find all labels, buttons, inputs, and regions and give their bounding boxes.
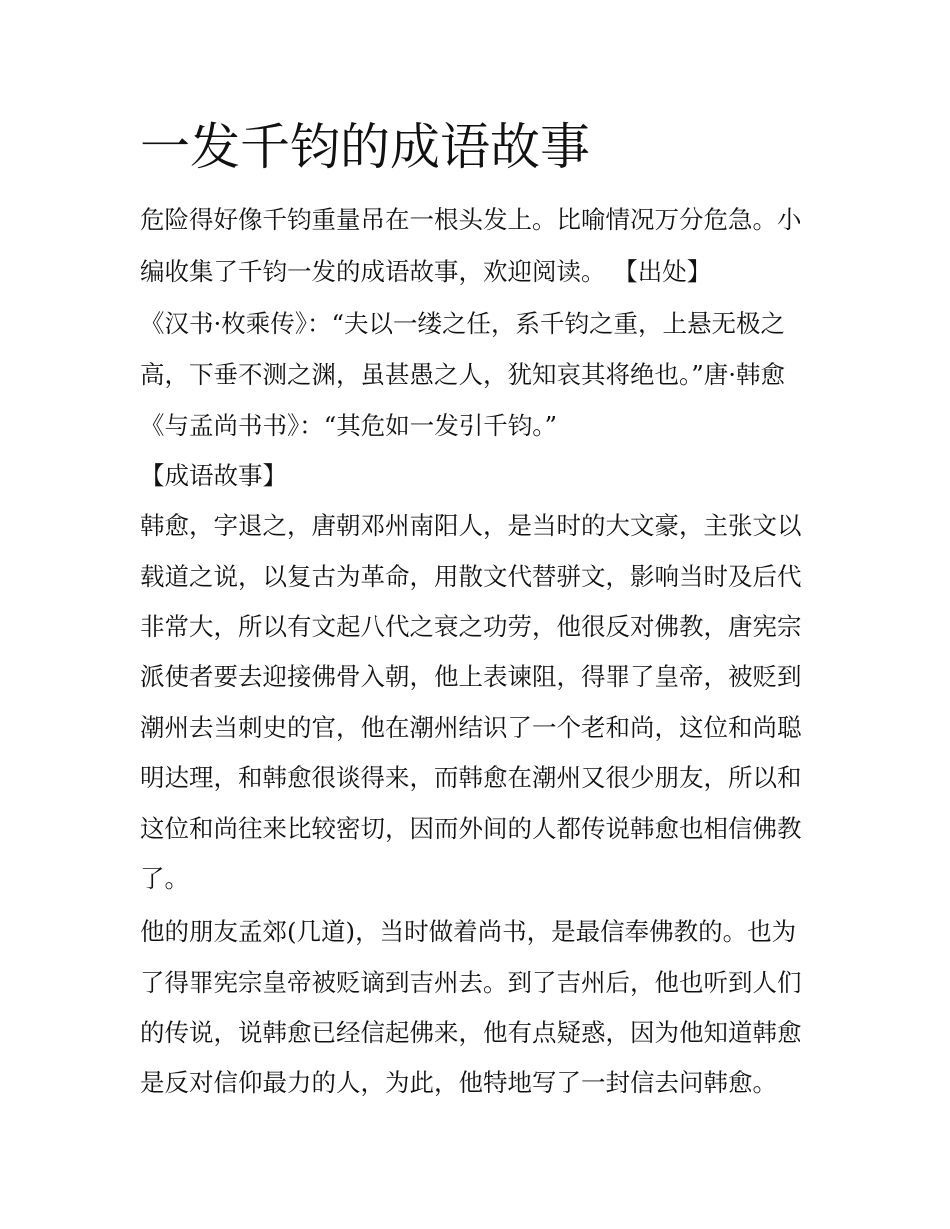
- text-line-15: 他的朋友孟郊(几道)，当时做着尚书，是最信奉佛教的。也为: [140, 917, 797, 946]
- text-line-11: 潮州去当刺史的官，他在潮州结识了一个老和尚，这位和尚聪: [140, 713, 802, 742]
- document-title: 一发千钧的成语故事: [140, 118, 590, 176]
- text-line-8: 载道之说，以复古为革命，用散文代替骈文，影响当时及后代: [140, 562, 802, 591]
- section-heading-story: 【成语故事】: [140, 461, 287, 490]
- text-line-9: 非常大，所以有文起八代之衰之功劳，他很反对佛教，唐宪宗: [140, 612, 802, 641]
- text-line-1: 危险得好像千钧重量吊在一根头发上。比喻情况万分危急。小: [140, 205, 802, 234]
- text-line-16: 了得罪宪宗皇帝被贬谪到吉州去。到了吉州后，他也听到人们: [140, 968, 802, 997]
- text-line-13: 这位和尚往来比较密切，因而外间的人都传说韩愈也相信佛教: [140, 814, 802, 843]
- text-line-4: 高，下垂不测之渊，虽甚愚之人，犹知哀其将绝也。”唐·韩愈: [140, 360, 786, 389]
- text-line-12: 明达理，和韩愈很谈得来，而韩愈在潮州又很少朋友，所以和: [140, 763, 802, 792]
- text-line-18: 是反对信仰最力的人，为此，他特地写了一封信去问韩愈。: [140, 1068, 777, 1097]
- text-line-3: 《汉书·枚乘传》：“夫以一缕之任，系千钧之重，上悬无极之: [140, 309, 786, 338]
- text-line-5: 《与孟尚书书》：“其危如一发引千钧。”: [140, 411, 558, 440]
- text-line-14: 了。: [140, 864, 189, 893]
- text-line-7: 韩愈，字退之，唐朝邓州南阳人，是当时的大文豪，主张文以: [140, 511, 802, 540]
- text-line-2: 编收集了千钧一发的成语故事，欢迎阅读。 【出处】: [140, 257, 712, 286]
- text-line-17: 的传说，说韩愈已经信起佛来，他有点疑惑，因为他知道韩愈: [140, 1018, 802, 1047]
- text-line-10: 派使者要去迎接佛骨入朝，他上表谏阻，得罪了皇帝，被贬到: [140, 662, 802, 691]
